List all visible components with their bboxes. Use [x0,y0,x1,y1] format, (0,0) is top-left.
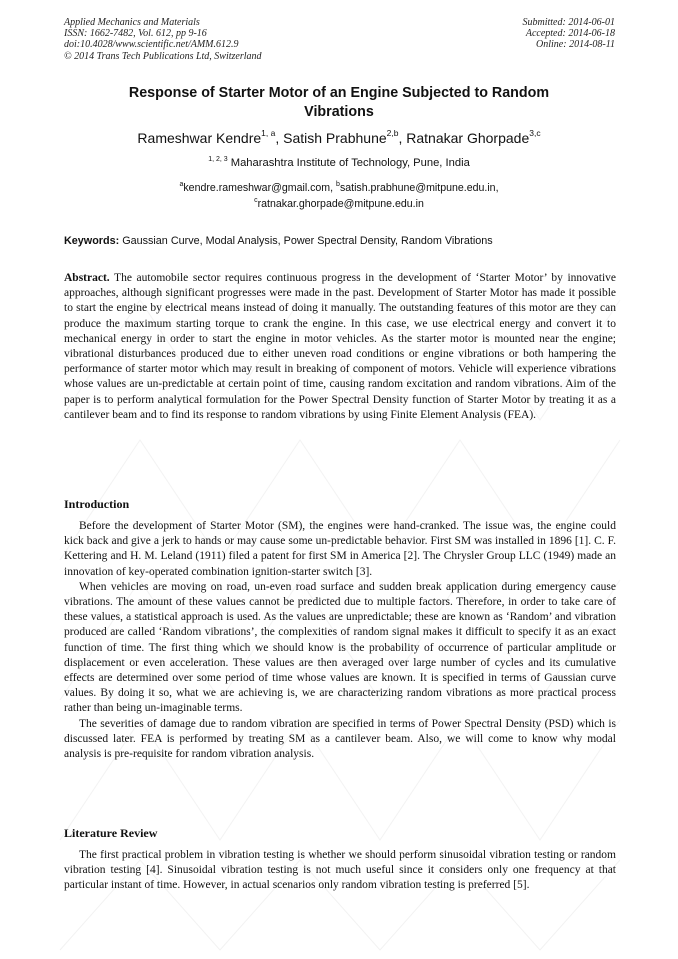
email-b: satish.prabhune@mitpune.edu.in, [339,182,499,194]
author-separator: , [275,130,284,146]
journal-copyright: © 2014 Trans Tech Publications Ltd, Switzerland [64,50,262,62]
journal-doi: doi:10.4028/www.scientific.net/AMM.612.9 [64,39,239,51]
keywords-label: Keywords: [64,235,120,247]
paper-title-line-1: Response of Starter Motor of an Engine Subjected to Random [128,85,550,101]
keywords [64,234,616,249]
email-line-1 [64,180,614,196]
author-name: Ratnakar Ghorpade [406,130,530,146]
abstract [64,271,616,423]
affiliation-text: Maharashtra Institute of Technology, Pune, India [227,157,470,169]
journal-header-right [523,17,616,51]
email-superscript: c [254,197,258,204]
paragraph: When vehicles are moving on road, un-even road surface and sudden break application during emergency cause vibrations. The amount of these values cannot be predicted due to multiple factors. Therefore, in order to take care of these values, a statistical approach is used. As the values are unpredictable; these are known as ‘Random’ and vibration produced are called ‘Random vibrations’, the complexities of random signal makes it difficult to specify it as an exact function of time. The first thing which we should know is the probability of occurrence of particular amplitude or displacement or even acceleration. These values are then averaged over large number of cycles and its cumulative effects are determined over some period of time whose values are known. It is specified in terms of Gaussian curve values. By doing it so, what we are achieving is, we are characterizing random vibrations as more practical process rather than being un-imaginable terms. [64,580,616,715]
email-line-2 [64,196,614,212]
author-superscript: 1, a [261,128,276,138]
paper-title [64,84,614,122]
keywords-text: Gaussian Curve, Modal Analysis, Power Spectral Density, Random Vibrations [119,235,493,247]
email-superscript: b [336,181,340,188]
abstract-paragraph [64,271,616,423]
introduction-body [64,519,616,762]
author-name: Rameshwar Kendre [137,130,262,146]
email-a: kendre.rameshwar@gmail.com, [183,182,337,194]
author-name: Satish Prabhune [283,130,387,146]
online-date: Online: 2014-08-11 [536,39,615,51]
introduction-heading: Introduction [64,497,130,511]
abstract-label: Abstract. [64,272,110,284]
paragraph: Before the development of Starter Motor (SM), the engines were hand-cranked. The issue was, the engine could kick back and give a jerk to hands or may cause some un-predictable behavior. First SM was installed in 1896 [1]. C. F. Kettering and H. M. Leland (1911) filed a patent for first SM in America [2]. The Chrysler Group LLC (1949) made an innovation of key-operated combination ignition-starter switch [3]. [64,520,616,578]
abstract-text: The automobile sector requires continuous progress in the development of ‘Starter Motor’ by innovative approaches, although significant progresses were made in the past. Development of Starter Motor has made it possible to start the engine by electrical means instead of doing it manually. The outstanding features of this motor are they can produce the maximum starting torque to crank the engine. In this case, we use electrical energy and convert it to mechanical energy in order to start the engine in motor vehicles. As the starter motor is mounted near the engine; vibrational disturbances produced due to either uneven road conditions or engine vibrations or both hampering the performance of starter motor which may result in breaking of component of motors. Vehicle will experience vibrations whose values are un-predictable at certain point of time, causing random excitation and random vibrations. Aim of the paper is to perform analytical formulation for the Power Spectral Density function of Starter Motor by treating it as a cantilever beam and to find its response to random vibrations by using Finite Element Analysis (FEA). [64,272,616,421]
author-list [64,128,614,148]
literature-review-heading: Literature Review [64,826,158,840]
journal-issn: ISSN: 1662-7482, Vol. 612, pp 9-16 [64,28,207,40]
submitted-date: Submitted: 2014-06-01 [522,17,615,28]
affiliation-superscript: 1, 2, 3 [208,156,228,163]
journal-header-left [64,17,262,62]
author-emails [64,180,614,212]
paragraph: The severities of damage due to random vibration are specified in terms of Power Spectral Density (PSD) which is discussed later. FEA is performed by treating SM as a cantilever beam. Also, we will come to know why modal analysis is pre-requisite for random vibration analysis. [64,717,616,761]
author-separator: , [398,130,407,146]
paragraph: The first practical problem in vibration testing is whether we should perform sinusoidal vibration testing or random vibration testing [4]. Sinusoidal vibration testing is not much useful since it considers only one frequency at that particular instant of time. However, in actual scenarios only random vibration testing is preferred [5]. [64,849,616,892]
email-c: ratnakar.ghorpade@mitpune.edu.in [257,198,424,210]
author-superscript: 2,b [386,128,399,138]
email-superscript: a [179,181,184,188]
author-superscript: 3,c [529,128,541,138]
accepted-date: Accepted: 2014-06-18 [525,28,615,40]
journal-name: Applied Mechanics and Materials [64,17,200,28]
affiliation [64,156,614,171]
literature-review-body [64,848,616,894]
paper-title-line-2: Vibrations [304,104,374,120]
